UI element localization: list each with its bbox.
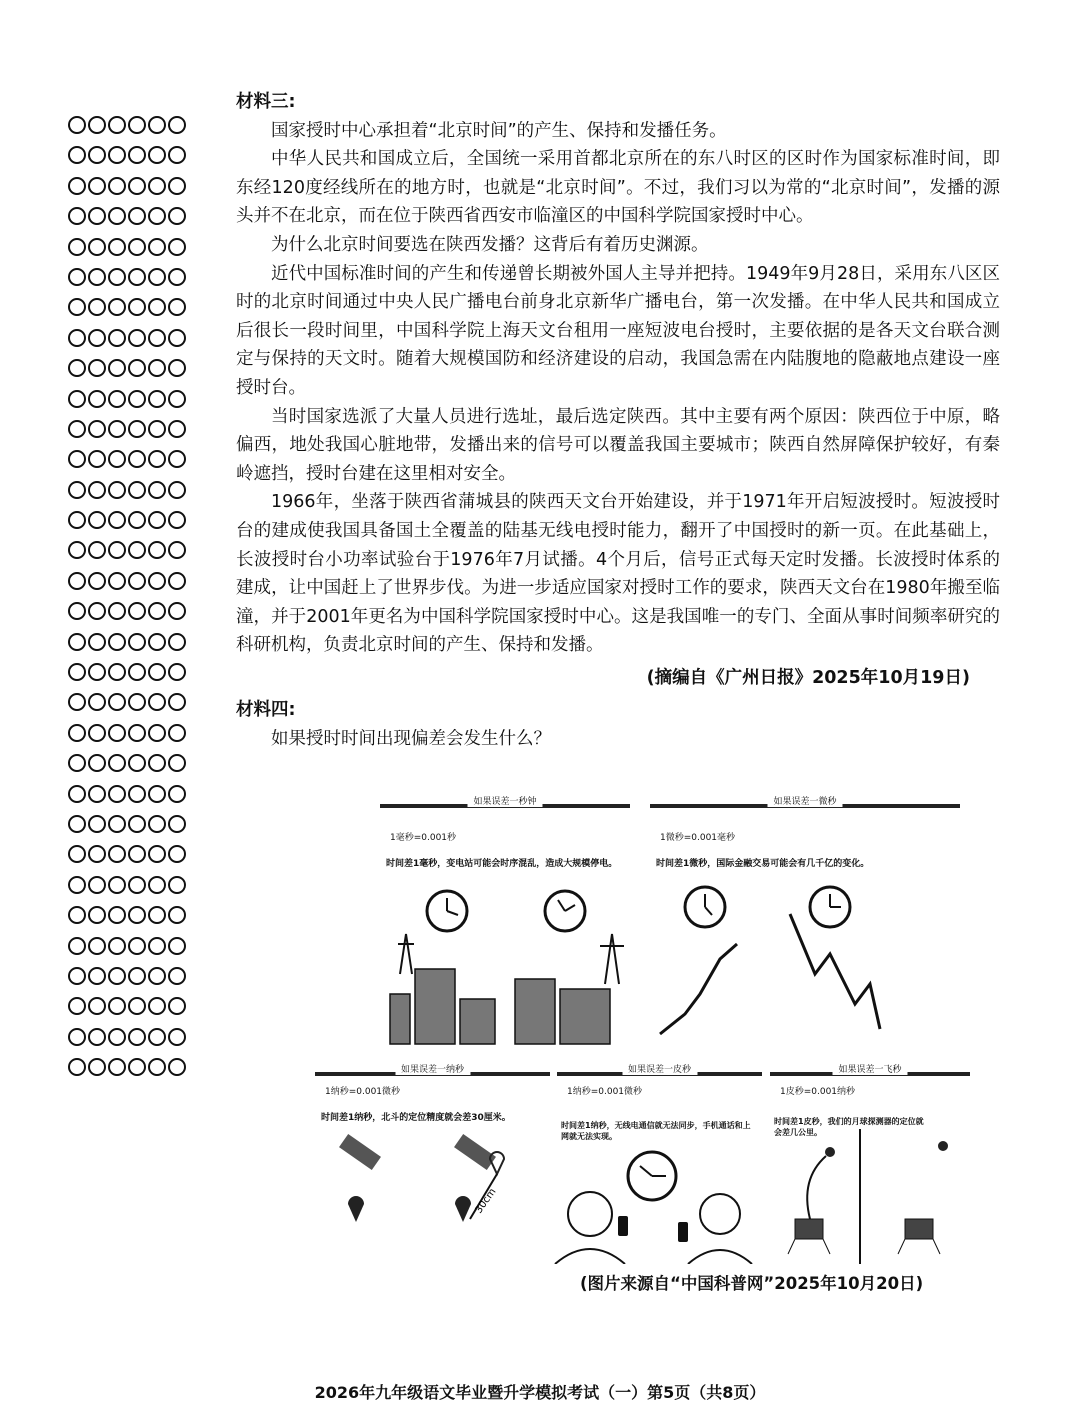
circle-icon [68, 177, 86, 195]
panel-title: 如果误差一秒钟 [467, 794, 542, 807]
circle-row [68, 541, 208, 571]
circle-icon [128, 207, 146, 225]
circle-icon [168, 876, 186, 894]
circle-row [68, 481, 208, 511]
circle-icon [68, 1058, 86, 1076]
circle-icon [148, 602, 166, 620]
circle-icon [68, 693, 86, 711]
circle-icon [148, 1028, 166, 1046]
circle-icon [128, 541, 146, 559]
phone-icon [618, 1216, 688, 1242]
circle-icon [128, 906, 146, 924]
circle-icon [168, 997, 186, 1015]
circle-icon [68, 815, 86, 833]
circle-icon [168, 906, 186, 924]
circle-icon [68, 390, 86, 408]
circle-icon [108, 146, 126, 164]
circle-icon [68, 937, 86, 955]
circle-icon [68, 876, 86, 894]
panel-note: 1纳秒=0.001微秒 [325, 1087, 401, 1097]
circle-row [68, 116, 208, 146]
circle-row [68, 298, 208, 328]
circle-icon [108, 541, 126, 559]
circle-icon [108, 511, 126, 529]
circle-icon [168, 663, 186, 681]
circle-icon [148, 906, 166, 924]
circle-icon [128, 845, 146, 863]
circle-row [68, 937, 208, 967]
circle-icon [168, 390, 186, 408]
circle-row [68, 238, 208, 268]
circle-row [68, 390, 208, 420]
answer-circle-margin [68, 116, 208, 1089]
rising-trend-icon [660, 944, 737, 1034]
m3-paragraph: 国家授时中心承担着“北京时间”的产生、保持和发播任务。 [271, 120, 727, 141]
circle-icon [128, 329, 146, 347]
circle-icon [168, 207, 186, 225]
circle-icon [108, 815, 126, 833]
circle-row [68, 724, 208, 754]
material-text [236, 88, 1000, 754]
m3-paragraph: 近代中国标准时间的产生和传递曾长期被外国人主导并把持。1949年9月28日，采用东八区区时的北京时间通过中央人民广播电台前身北京新华广播电台，第一次发播。在中华人民共和国成立后很长一段时间里，中国科学院上海天文台租用一座短波电台授时，主要依据的是各天文台联合测定与保持的天文时。随着大规模国防和经济建设的启动，我国急需在内陆腹地的隐蔽地点建设一座授时台。 [236, 263, 1000, 398]
falling-trend-icon [790, 914, 880, 1029]
circle-icon [128, 238, 146, 256]
circle-icon [168, 815, 186, 833]
circle-icon [128, 390, 146, 408]
circle-icon [128, 177, 146, 195]
circle-icon [88, 116, 106, 134]
circle-row [68, 602, 208, 632]
circle-row [68, 359, 208, 389]
circle-icon [168, 511, 186, 529]
time-error-illustration [300, 794, 1000, 1264]
circle-icon [148, 633, 166, 651]
circle-icon [88, 268, 106, 286]
circle-icon [88, 693, 106, 711]
circle-row [68, 572, 208, 602]
circle-row [68, 329, 208, 359]
circle-icon [128, 359, 146, 377]
circle-icon [128, 663, 146, 681]
circle-icon [108, 967, 126, 985]
circle-row [68, 633, 208, 663]
circle-icon [128, 754, 146, 772]
circle-icon [168, 754, 186, 772]
circle-icon [168, 967, 186, 985]
circle-row [68, 420, 208, 450]
circle-icon [108, 207, 126, 225]
circle-row [68, 906, 208, 936]
circle-icon [68, 845, 86, 863]
circle-icon [108, 937, 126, 955]
circle-icon [168, 116, 186, 134]
panel-note: 时间差1纳秒，无线电通信就无法同步，手机通话和上网就无法实现。 [561, 1121, 751, 1141]
circle-icon [148, 937, 166, 955]
circle-icon [68, 207, 86, 225]
circle-icon [108, 1028, 126, 1046]
circle-icon [108, 116, 126, 134]
circle-row [68, 693, 208, 723]
circle-icon [68, 146, 86, 164]
circle-row [68, 207, 208, 237]
circle-icon [108, 481, 126, 499]
circle-icon [88, 815, 106, 833]
circle-icon [128, 602, 146, 620]
circle-row [68, 815, 208, 845]
circle-icon [68, 238, 86, 256]
circle-icon [128, 967, 146, 985]
circle-icon [168, 785, 186, 803]
panel-note: 时间差1纳秒，北斗的定位精度就会差30厘米。 [321, 1113, 511, 1123]
circle-icon [148, 238, 166, 256]
circle-row [68, 876, 208, 906]
circle-icon [128, 511, 146, 529]
circle-icon [128, 815, 146, 833]
circle-icon [68, 724, 86, 742]
circle-row [68, 177, 208, 207]
circle-icon [88, 177, 106, 195]
circle-icon [88, 541, 106, 559]
circle-icon [168, 420, 186, 438]
panel-note: 1毫秒=0.001秒 [390, 833, 457, 843]
distance-label: 30cm [473, 1186, 499, 1216]
circle-icon [88, 1028, 106, 1046]
panel-note: 1微秒=0.001毫秒 [660, 833, 736, 843]
circle-icon [108, 663, 126, 681]
circle-icon [108, 693, 126, 711]
circle-row [68, 967, 208, 997]
circle-icon [88, 663, 106, 681]
material4-question: 如果授时时间出现偏差会发生什么？ [271, 729, 551, 750]
circle-icon [128, 724, 146, 742]
circle-icon [68, 450, 86, 468]
circle-icon [108, 785, 126, 803]
circle-icon [88, 602, 106, 620]
circle-icon [128, 1058, 146, 1076]
circle-icon [88, 359, 106, 377]
m3-paragraph: 1966年，坐落于陕西省蒲城县的陕西天文台开始建设，并于1971年开启短波授时。短波授时台的建成使我国具备国土全覆盖的陆基无线电授时能力，翻开了中国授时的新一页。在此基础上，长波授时台小功率试验台于1976年7月试播。4个月后，信号正式每天定时发播。长波授时体系的建成，让中国赶上了世界步伐。为进一步适应国家对授时工作的要求，陕西天文台在1980年搬至临潼，并于2001年更名为中国科学院国家授时中心。这是我国唯一的专门、全面从事时间频率研究的科研机构，负责北京时间的产生、保持和发播。 [236, 492, 1000, 656]
circle-icon [108, 177, 126, 195]
circle-icon [108, 329, 126, 347]
circle-icon [108, 906, 126, 924]
material3-source: (摘编自《广州日报》2025年10月19日) [646, 667, 970, 688]
circle-icon [148, 268, 166, 286]
circle-icon [148, 876, 166, 894]
circle-icon [108, 997, 126, 1015]
circle-icon [88, 724, 106, 742]
circle-icon [88, 420, 106, 438]
circle-icon [68, 511, 86, 529]
circle-icon [148, 420, 166, 438]
circle-icon [148, 845, 166, 863]
circle-row [68, 997, 208, 1027]
circle-icon [148, 1058, 166, 1076]
panel-note: 1纳秒=0.001微秒 [567, 1087, 643, 1097]
circle-icon [128, 146, 146, 164]
circle-icon [68, 268, 86, 286]
circle-icon [168, 329, 186, 347]
person-icon [555, 1192, 752, 1264]
satellite-icon [339, 1134, 496, 1170]
moon-icon [825, 1147, 835, 1157]
circle-icon [168, 845, 186, 863]
circle-icon [68, 481, 86, 499]
panel-title: 如果误差一纳秒 [395, 1062, 470, 1075]
circle-icon [68, 633, 86, 651]
circle-icon [88, 511, 106, 529]
circle-icon [148, 329, 166, 347]
circle-icon [148, 177, 166, 195]
circle-icon [108, 633, 126, 651]
circle-icon [128, 268, 146, 286]
panel-note: 1皮秒=0.001纳秒 [780, 1087, 856, 1097]
circle-icon [68, 572, 86, 590]
circle-row [68, 785, 208, 815]
circle-icon [108, 572, 126, 590]
circle-icon [148, 541, 166, 559]
panel-note: 时间差1皮秒，我们的月球探测器的定位就会差几公里。 [774, 1117, 924, 1137]
circle-row [68, 268, 208, 298]
circle-icon [88, 572, 106, 590]
circle-icon [148, 116, 166, 134]
circle-icon [68, 359, 86, 377]
circle-row [68, 754, 208, 784]
circle-icon [68, 1028, 86, 1046]
circle-icon [68, 116, 86, 134]
illustration-drawings [300, 794, 1000, 1264]
material4-heading: 材料四: [236, 700, 296, 721]
circle-icon [88, 754, 106, 772]
circle-icon [108, 450, 126, 468]
circle-icon [108, 754, 126, 772]
circle-icon [88, 633, 106, 651]
circle-icon [108, 876, 126, 894]
circle-icon [128, 937, 146, 955]
circle-icon [148, 572, 166, 590]
circle-icon [128, 116, 146, 134]
circle-icon [128, 572, 146, 590]
circle-icon [108, 390, 126, 408]
circle-icon [68, 997, 86, 1015]
circle-icon [168, 481, 186, 499]
circle-row [68, 663, 208, 693]
circle-icon [128, 633, 146, 651]
m3-paragraph: 当时国家选派了大量人员进行选址，最后选定陕西。其中主要有两个原因：陕西位于中原，略偏西，地处我国心脏地带，发播出来的信号可以覆盖我国主要城市；陕西自然屏障保护较好，有秦岭遮挡，授时台建在这里相对安全。 [236, 406, 1000, 484]
circle-icon [148, 754, 166, 772]
circle-icon [68, 541, 86, 559]
circle-icon [88, 997, 106, 1015]
circle-icon [108, 724, 126, 742]
circle-icon [88, 937, 106, 955]
circle-icon [168, 450, 186, 468]
circle-icon [88, 238, 106, 256]
circle-row [68, 1028, 208, 1058]
circle-icon [108, 420, 126, 438]
circle-icon [168, 146, 186, 164]
circle-icon [88, 876, 106, 894]
circle-icon [168, 298, 186, 316]
circle-icon [68, 602, 86, 620]
circle-icon [168, 1028, 186, 1046]
circle-icon [168, 724, 186, 742]
circle-icon [148, 663, 166, 681]
circle-icon [128, 785, 146, 803]
panel-title: 如果误差一微秒 [767, 794, 842, 807]
circle-row [68, 146, 208, 176]
circle-icon [108, 268, 126, 286]
panel-title: 如果误差一皮秒 [622, 1062, 697, 1075]
circle-icon [168, 633, 186, 651]
circle-icon [88, 146, 106, 164]
panel-note: 时间差1微秒，国际金融交易可能会有几千亿的变化。 [656, 859, 870, 869]
circle-icon [168, 693, 186, 711]
circle-icon [168, 177, 186, 195]
circle-icon [148, 207, 166, 225]
circle-icon [68, 329, 86, 347]
circle-icon [68, 754, 86, 772]
circle-icon [68, 967, 86, 985]
circle-icon [88, 906, 106, 924]
circle-icon [108, 1058, 126, 1076]
circle-icon [108, 359, 126, 377]
circle-icon [88, 481, 106, 499]
circle-icon [128, 420, 146, 438]
circle-icon [148, 967, 166, 985]
circle-icon [88, 207, 106, 225]
circle-icon [128, 876, 146, 894]
circle-icon [128, 693, 146, 711]
circle-icon [148, 511, 166, 529]
circle-icon [148, 390, 166, 408]
circle-icon [148, 481, 166, 499]
circle-icon [168, 602, 186, 620]
circle-icon [88, 967, 106, 985]
circle-icon [128, 298, 146, 316]
circle-row [68, 511, 208, 541]
moon-icon [938, 1141, 948, 1151]
panel-title: 如果误差一飞秒 [832, 1062, 907, 1075]
circle-icon [128, 481, 146, 499]
material3-heading: 材料三: [236, 92, 296, 112]
circle-icon [148, 450, 166, 468]
circle-icon [88, 1058, 106, 1076]
clock-hands-icon [447, 894, 841, 1176]
circle-icon [68, 906, 86, 924]
circle-icon [148, 785, 166, 803]
circle-icon [168, 238, 186, 256]
circle-icon [148, 815, 166, 833]
circle-icon [148, 298, 166, 316]
circle-icon [108, 602, 126, 620]
circle-icon [148, 693, 166, 711]
circle-icon [168, 572, 186, 590]
circle-icon [88, 845, 106, 863]
page-footer: 2026年九年级语文毕业暨升学模拟考试（一）第5页（共8页） [314, 1383, 766, 1402]
trajectory-arrow [807, 1156, 826, 1219]
circle-icon [88, 450, 106, 468]
circle-icon [68, 785, 86, 803]
circle-icon [128, 997, 146, 1015]
circle-icon [128, 1028, 146, 1046]
circle-icon [168, 541, 186, 559]
circle-row [68, 450, 208, 480]
m3-paragraph: 为什么北京时间要选在陕西发播？这背后有着历史渊源。 [271, 234, 709, 255]
moon-lander-icon [788, 1219, 940, 1254]
circle-icon [88, 785, 106, 803]
circle-row [68, 845, 208, 875]
circle-icon [168, 268, 186, 286]
circle-icon [168, 1058, 186, 1076]
image-source: (图片来源自“中国科普网”2025年10月20日) [580, 1274, 924, 1293]
circle-icon [108, 238, 126, 256]
circle-icon [108, 298, 126, 316]
circle-icon [68, 298, 86, 316]
circle-icon [168, 359, 186, 377]
circle-icon [128, 450, 146, 468]
circle-icon [68, 663, 86, 681]
circle-icon [168, 937, 186, 955]
circle-row [68, 1058, 208, 1088]
circle-icon [88, 390, 106, 408]
circle-icon [148, 724, 166, 742]
circle-icon [108, 845, 126, 863]
panel-note: 时间差1毫秒，变电站可能会时序混乱，造成大规模停电。 [386, 859, 618, 869]
circle-icon [68, 420, 86, 438]
m3-paragraph: 中华人民共和国成立后，全国统一采用首都北京所在的东八时区的区时作为国家标准时间，即东经120度经线所在的地方时，也就是“北京时间”。不过，我们习以为常的“北京时间”，发播的源头并不在北京，而在位于陕西省西安市临潼区的中国科学院国家授时中心。 [236, 149, 1000, 227]
circle-icon [88, 329, 106, 347]
circle-icon [148, 359, 166, 377]
circle-icon [148, 997, 166, 1015]
circle-icon [88, 298, 106, 316]
city-skyline-icon [390, 969, 610, 1044]
circle-icon [148, 146, 166, 164]
